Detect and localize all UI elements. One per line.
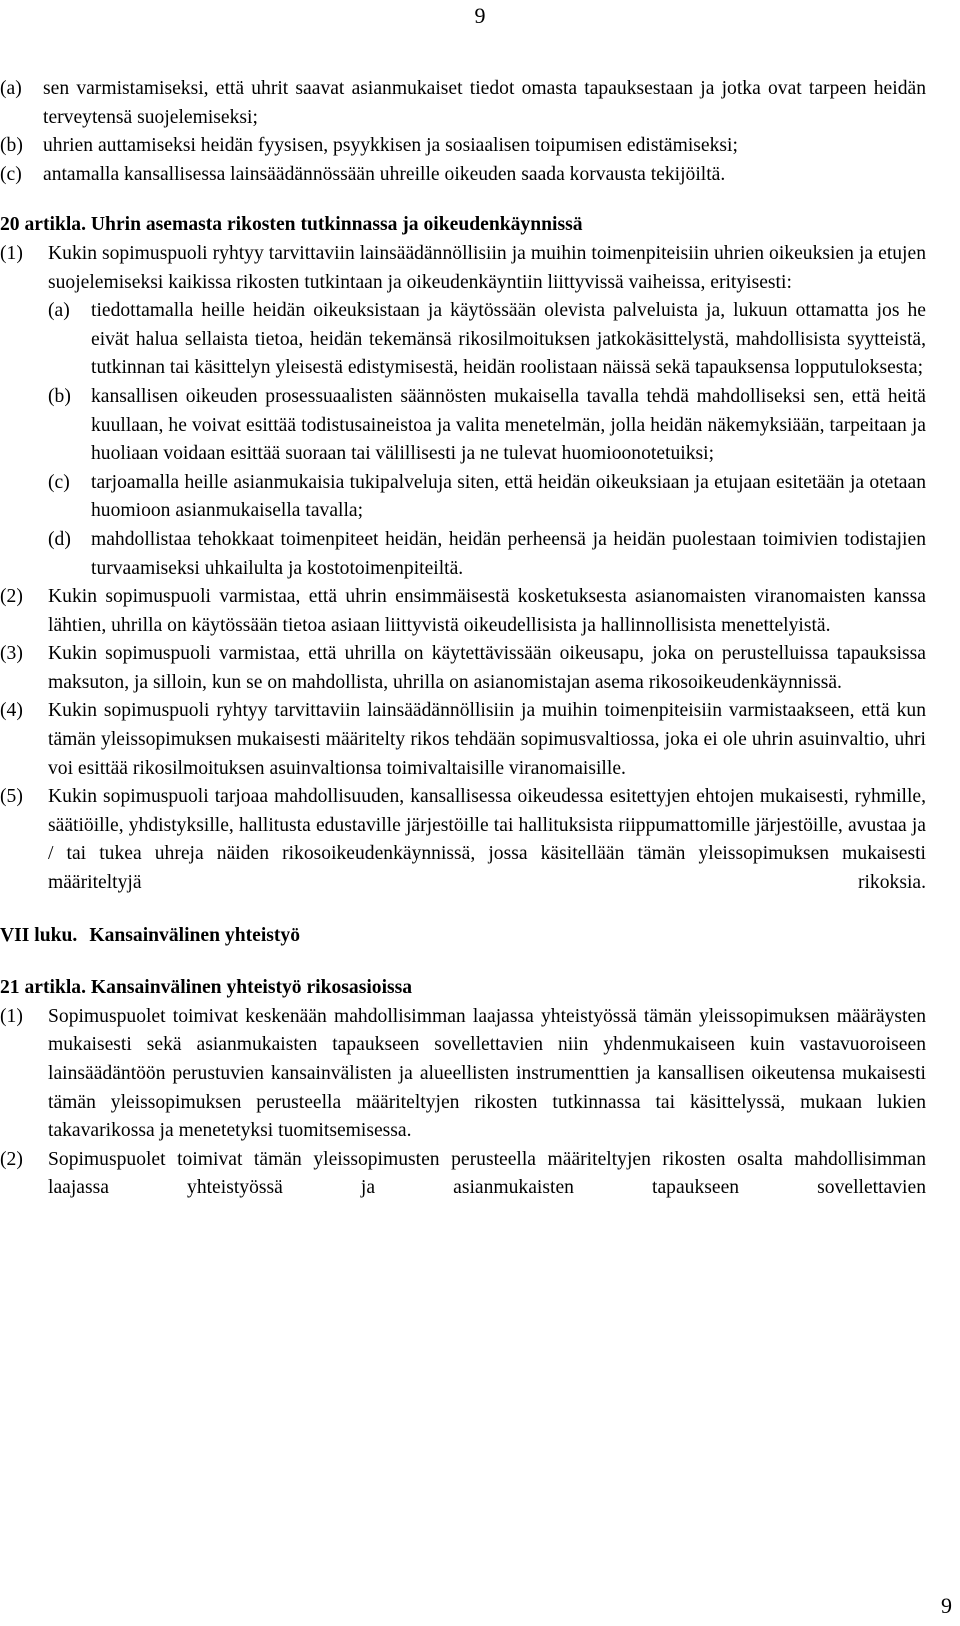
item-label: (b): [0, 135, 23, 157]
para-text: Kukin sopimuspuoli varmistaa, että uhrilla on käytettävissään oikeusapu, joka on perustelluissa tapauksissa maksuton, ja silloin, kun se on mahdollista, uhrilla on asianomistajan asema rikosoikeudenkäynnissä.: [48, 643, 926, 693]
item-label: (c): [0, 163, 22, 185]
intro-list: [0, 75, 926, 189]
item-label: (c): [48, 471, 70, 493]
para-label: (5): [0, 786, 23, 808]
article-20-para-1: [0, 240, 926, 297]
para-label: (1): [0, 242, 23, 264]
article-21-heading: [0, 974, 926, 1003]
item-label: (a): [48, 300, 70, 322]
page-number-top: 9: [474, 3, 486, 28]
para-text: Kukin sopimuspuoli tarjoaa mahdollisuuden, kansallisessa oikeudessa esitettyjen ehtojen mukaisesti, ryhmille, säätiöille, yhdistyksille, hallitusta edustaville järjestöille tai hallituksista riippumattomille järjestöille, avustaa ja / tai tukea uhreja näiden rikosoikeudenkäynnissä, jossa käsitellään tämän yleissopimuksen mukaisesti määriteltyjä rikoksia.: [48, 786, 926, 894]
article-number: 21 artikla.: [0, 977, 86, 999]
article-20-para-3: [0, 640, 926, 697]
article-number: 20 artikla.: [0, 214, 86, 236]
item-label: (a): [0, 78, 22, 99]
list-item: [48, 526, 926, 583]
item-text: mahdollistaa tehokkaat toimenpiteet heidän, heidän perheensä ja heidän puolestaan toimivien todistajien turvaamiseksi uhkailulta ja kostotoimenpiteiltä.: [91, 528, 926, 579]
list-item: [48, 469, 926, 526]
article-21-para-2: [0, 1146, 926, 1203]
article-20-para-1-items: [48, 297, 926, 583]
list-item: [0, 75, 926, 132]
article-20-para-5: [0, 783, 926, 897]
chapter-number: VII luku.: [0, 924, 78, 946]
item-text: tiedottamalla heille heidän oikeuksistaan ja käytössään olevista palveluista ja, lukuun ottamatta jos he eivät halua sellaista tietoa, heidän tekemänsä rikosilmoituksen jatkokäsittelystä, mahdollisista syytteistä, tutkinnan tai käsittelyn yleisestä edistymisestä, heidän roolistaan näissä sekä tapauksensa lopputuloksesta;: [91, 300, 926, 379]
para-label: (2): [0, 1148, 23, 1170]
page-number-bottom: 9: [941, 1593, 952, 1618]
article-20-para-2: [0, 583, 926, 640]
para-label: (3): [0, 643, 23, 665]
item-text: antamalla kansallisessa lainsäädännössään uhreille oikeuden saada korvausta tekijöiltä.: [43, 163, 726, 185]
para-text: Kukin sopimuspuoli varmistaa, että uhrin ensimmäisestä kosketuksesta asianomaisten viranomaisten kanssa lähtien, uhrilla on käytössään tietoa asiaan liittyvistä oikeudellisista ja hallinnollisista menettelyistä.: [48, 586, 926, 636]
para-text: Sopimuspuolet toimivat keskenään mahdollisimman laajassa yhteistyössä tämän yleissopimuksen määräysten mukaisesti sekä asianmukaisten tapaukseen sovellettavien niin yhdenmukaiseen kuin vastavuoroiseen lainsäädäntöön perustuvien kansainvälisten ja alueellisten instrumenttien ja kansallisen oikeutensa mukaisesti tämän yleissopimuksen perusteella määriteltyjen rikosten tutkinnassa tai käsittelyssä, mukaan lukien takavarikossa ja menetetyksi tuomitsemisessa.: [48, 1005, 926, 1142]
chapter-title: Kansainvälinen yhteistyö: [89, 924, 301, 946]
item-text: sen varmistamiseksi, että uhrit saavat asianmukaiset tiedot omasta tapauksestaan ja jotka ovat tarpeen heidän terveytensä suojelemiseksi;: [43, 78, 926, 128]
para-label: (1): [0, 1005, 23, 1027]
para-label: (2): [0, 586, 23, 608]
document-body: [0, 75, 926, 1203]
para-label: (4): [0, 700, 23, 722]
article-title: Kansainvälinen yhteistyö rikosasioissa: [90, 977, 413, 999]
list-item: [48, 383, 926, 469]
item-label: (d): [48, 528, 71, 550]
article-21-para-1: [0, 1003, 926, 1146]
para-text: Sopimuspuolet toimivat tämän yleissopimusten perusteella määriteltyjen rikosten osalta mahdollisimman laajassa yhteistyössä ja asianmukaisten tapaukseen sovellettavien: [48, 1148, 926, 1199]
article-title: Uhrin asemasta rikosten tutkinnassa ja oikeudenkäynnissä: [90, 214, 583, 236]
item-text: uhrien auttamiseksi heidän fyysisen, psyykkisen ja sosiaalisen toipumisen edistämiseksi;: [43, 135, 738, 157]
item-label: (b): [48, 385, 71, 407]
list-item: [0, 132, 926, 161]
article-20-heading: [0, 211, 926, 240]
article-20-para-4: [0, 697, 926, 783]
para-text: Kukin sopimuspuoli ryhtyy tarvittaviin lainsäädännöllisiin ja muihin toimenpiteisiin varmistaakseen, että kun tämän yleissopimuksen mukaisesti määritelty rikos tehdään sopimusvaltiossa, joka ei ole uhrin asuinvaltio, uhri voi esittää rikosilmoituksen asuinvaltionsa toimivaltaisille viranomaisille.: [48, 700, 926, 779]
para-text: Kukin sopimuspuoli ryhtyy tarvittaviin lainsäädännöllisiin ja muihin toimenpiteisiin uhrien oikeuksien ja etujen suojelemiseksi kaikissa rikosten tutkintaan ja oikeudenkäyntiin liittyvissä vaiheissa, erityisesti:: [48, 242, 926, 293]
list-item: [0, 161, 926, 190]
item-text: kansallisen oikeuden prosessuaalisten säännösten mukaisella tavalla tehdä mahdolliseksi sen, että heitä kuullaan, he voivat esittää todistusaineistoa ja valita menetelmän, jolla heidän näkemyksiään, tarpeitaan ja huoliaan voidaan esittää suoraan tai välillisesti ja ne tulevat huomioonotetuiksi;: [91, 385, 926, 465]
chapter-7-heading: [0, 922, 926, 951]
item-text: tarjoamalla heille asianmukaisia tukipalveluja siten, että heidän oikeuksiaan ja etujaan esitetään ja otetaan huomioon asianmukaisella tavalla;: [91, 471, 926, 522]
list-item: [48, 297, 926, 383]
